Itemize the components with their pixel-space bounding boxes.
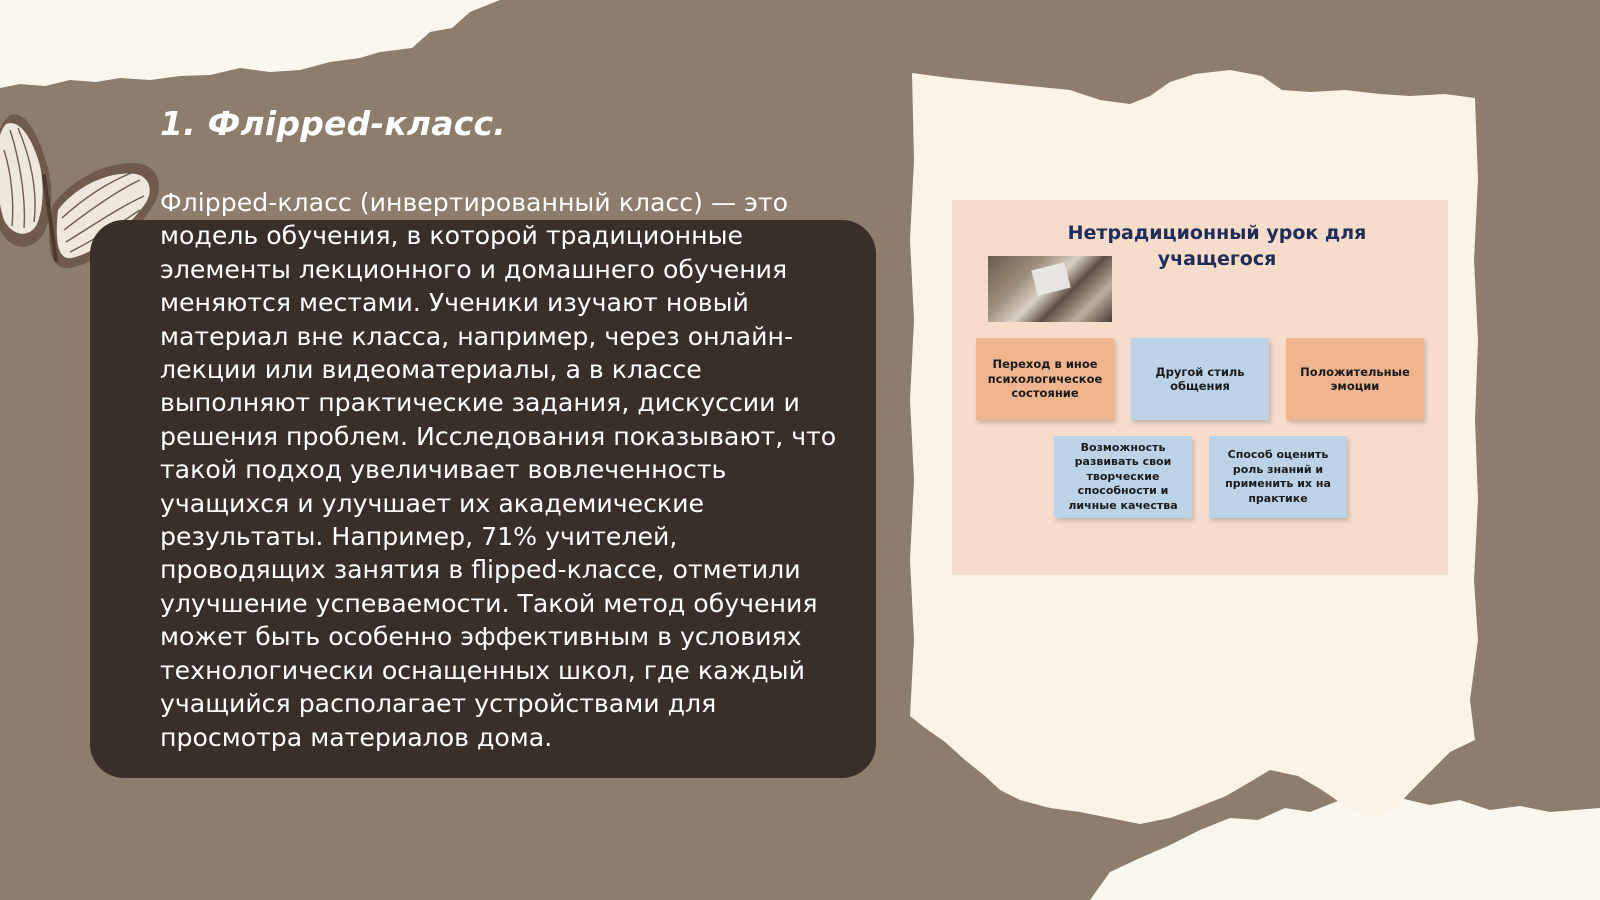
infographic <box>952 200 1448 575</box>
info-box-creative-abilities: Возможность развивать свои творческие способности и личные качества <box>1054 436 1192 518</box>
infographic-title: Нетрадиционный урок для учащегося <box>1067 222 1367 270</box>
torn-paper-top-left <box>0 0 500 88</box>
slide-title: 1. Флipped-класс. <box>160 104 507 143</box>
info-box-communication-style: Другой стиль общения <box>1131 338 1269 420</box>
info-box-apply-knowledge: Способ оценить роль знаний и применить их на практике <box>1209 436 1347 518</box>
info-box-psychological-state: Переход в иное психологическое состояние <box>976 338 1114 420</box>
body-text: Флipped-класс (инвертированный класс) — это модель обучения, в которой традиционные элементы лекционного и домашнего обучения меняются местами. Ученики изучают новый материал вне класса, например, через онлайн-лекции или видеоматериалы, а в классе выполняют практические задания, дискуссии и решения проблем. Исследования показывают, что такой подход увеличивает вовлеченность учащихся и улучшает их академические результаты. Например, 71% учителей, проводящих занятия в flipped-классе, отметили улучшение успеваемости. Такой метод обучения может быть особенно эффективным в условиях технологически оснащенных школ, где каждый учащийся располагает устройствами для просмотра материалов дома. <box>160 188 837 752</box>
info-box-positive-emotions: Положительные эмоции <box>1286 338 1424 420</box>
